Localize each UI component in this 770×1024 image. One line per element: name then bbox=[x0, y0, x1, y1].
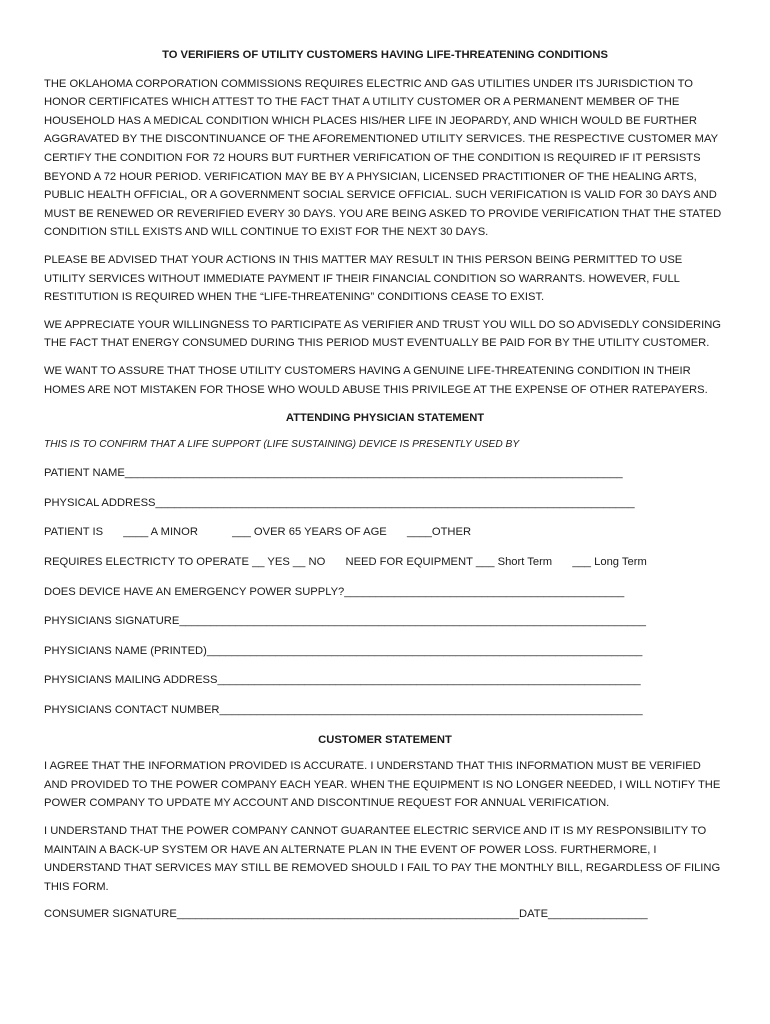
paragraph-advisory: PLEASE BE ADVISED THAT YOUR ACTIONS IN THIS MATTER MAY RESULT IN THIS PERSON BEING PERMITTED TO USE UTILITY SERVICES WITHOUT IMMEDIATE PAYMENT IF THEIR FINANCIAL CONDITION SO WARRANTS. HOWEVER, FULL RESTITUTION IS REQUIRED WHEN THE “LIFE-THREATENING” CONDITIONS CEASE TO EXIST. bbox=[44, 253, 683, 304]
physician-name-field[interactable] bbox=[44, 642, 726, 661]
physician-contact-number-line[interactable]: ____________________________________________________________________ bbox=[219, 704, 643, 717]
over65-label: OVER 65 YEARS OF AGE bbox=[253, 526, 387, 539]
paragraph-requirements: THE OKLAHOMA CORPORATION COMMISSIONS REQUIRES ELECTRIC AND GAS UTILITIES UNDER ITS JURISDICTION TO HONOR CERTIFICATES WHICH ATTEST TO THE FACT THAT A UTILITY CUSTOMER OR A PERMANENT MEMBER OF THE HOUSEHOLD HAS A MEDICAL CONDITION WHICH PLACES HIS/HER LIFE IN JEOPARDY, AND WHICH WOULD BE FURTHER AGGRAVATED BY THE DISCONTINUANCE OF THE AFOREMENTIONED UTILITY SERVICES. THE RESPECTIVE CUSTOMER MAY CERTIFY THE CONDITION FOR 72 HOURS BUT FURTHER VERIFICATION OF THE CONDITION IS REQUIRED IF IT PERSISTS BEYOND A 72 HOUR PERIOD. VERIFICATION MAY BE BY A PHYSICIAN, LICENSED PRACTITIONER OF THE HEALING ARTS, PUBLIC HEALTH OFFICIAL, OR A GOVERNMENT SOCIAL SERVICE OFFICIAL. SUCH VERIFICATION IS VALID FOR 30 DAYS AND MUST BE RENEWED OR REVERIFIED EVERY 30 DAYS. YOU ARE BEING ASKED TO PROVIDE VERIFICATION THAT THE STATED CONDITION STILL EXISTS AND WILL CONTINUE TO EXIST FOR THE NEXT 30 DAYS. bbox=[44, 77, 722, 239]
customer-paragraph-responsibility: I UNDERSTAND THAT THE POWER COMPANY CANNOT GUARANTEE ELECTRIC SERVICE AND IT IS MY RESPONSIBILITY TO MAINTAIN A BACK-UP SYSTEM OR HAVE AN ALTERNATE PLAN IN THE EVENT OF POWER LOSS. FURTHERMORE, I UNDERSTAND THAT SERVICES MAY STILL BE REMOVED SHOULD I FAIL TO PAY THE MONTHLY BILL, REGARDLESS OF FILING THIS FORM. bbox=[44, 825, 721, 893]
date-label: DATE bbox=[519, 908, 549, 921]
patient-is-field bbox=[44, 523, 726, 542]
paragraph-appreciation: WE APPRECIATE YOUR WILLINGNESS TO PARTICIPATE AS VERIFIER AND TRUST YOU WILL DO SO ADVISEDLY CONSIDERING THE FACT THAT ENERGY CONSUMED DURING THIS PERIOD MUST EVENTUALLY BE PAID FOR BY THE UTILITY CUSTOMER. bbox=[44, 318, 721, 350]
customer-statement-heading: CUSTOMER STATEMENT bbox=[318, 733, 452, 746]
requires-electricity-label: REQUIRES ELECTRICTY TO OPERATE bbox=[44, 556, 249, 569]
physician-signature-line[interactable]: ___________________________________________________________________________ bbox=[179, 615, 646, 628]
physician-mailing-address-line[interactable]: ____________________________________________________________________ bbox=[217, 674, 641, 687]
patient-name-label: PATIENT NAME bbox=[44, 467, 125, 480]
consumer-signature-line[interactable]: _______________________________________________________ bbox=[176, 908, 520, 921]
short-term-label: Short Term bbox=[497, 556, 553, 569]
document-title: TO VERIFIERS OF UTILITY CUSTOMERS HAVING LIFE-THREATENING CONDITIONS bbox=[162, 49, 608, 61]
emergency-power-field[interactable] bbox=[44, 583, 726, 602]
long-term-checkline[interactable]: ___ bbox=[572, 556, 592, 569]
no-checkline[interactable]: __ bbox=[292, 556, 306, 569]
emergency-power-line[interactable]: _____________________________________________ bbox=[344, 585, 625, 598]
physician-signature-field[interactable] bbox=[44, 612, 726, 631]
physical-address-label: PHYSICAL ADDRESS bbox=[44, 496, 156, 509]
minor-checkline[interactable]: ____ bbox=[123, 526, 149, 539]
physical-address-line[interactable]: _____________________________________________________________________________ bbox=[155, 496, 635, 509]
physician-mailing-address-field[interactable] bbox=[44, 671, 726, 690]
minor-label: A MINOR bbox=[150, 526, 198, 539]
physician-signature-label: PHYSICIANS SIGNATURE bbox=[44, 615, 180, 628]
yes-checkline[interactable]: __ bbox=[252, 556, 265, 569]
patient-name-line[interactable]: ________________________________________________________________________________ bbox=[124, 467, 623, 480]
physician-contact-number-field[interactable] bbox=[44, 701, 726, 720]
other-label: OTHER bbox=[431, 526, 472, 539]
other-checkline[interactable]: ____ bbox=[407, 526, 432, 539]
need-equipment-label: NEED FOR EQUIPMENT bbox=[345, 556, 473, 569]
paragraph-assurance: WE WANT TO ASSURE THAT THOSE UTILITY CUSTOMERS HAVING A GENUINE LIFE-THREATENING CONDITION IN THEIR HOMES ARE NOT MISTAKEN FOR THOSE WHO WOULD ABUSE THIS PRIVILEGE AT THE EXPENSE OF OTHER RATEPAYERS. bbox=[44, 364, 708, 396]
customer-paragraph-agreement: I AGREE THAT THE INFORMATION PROVIDED IS ACCURATE. I UNDERSTAND THAT THIS INFORMATION MUST BE VERIFIED AND PROVIDED TO THE POWER COMPANY EACH YEAR. WHEN THE EQUIPMENT IS NO LONGER NEEDED, I WILL NOTIFY THE POWER COMPANY TO UPDATE MY ACCOUNT AND DISCONTINUE REQUEST FOR ANNUAL VERIFICATION. bbox=[44, 760, 721, 810]
physician-mailing-address-label: PHYSICIANS MAILING ADDRESS bbox=[44, 674, 218, 687]
physician-statement-intro: THIS IS TO CONFIRM THAT A LIFE SUPPORT (LIFE SUSTAINING) DEVICE IS PRESENTLY USED BY bbox=[44, 438, 520, 450]
patient-name-field[interactable] bbox=[44, 464, 726, 483]
physical-address-field[interactable] bbox=[44, 494, 726, 513]
date-line[interactable]: ________________ bbox=[548, 908, 648, 921]
consumer-signature-label: CONSUMER SIGNATURE bbox=[44, 908, 177, 921]
patient-is-label: PATIENT IS bbox=[44, 526, 104, 539]
emergency-power-label: DOES DEVICE HAVE AN EMERGENCY POWER SUPPLY? bbox=[44, 585, 345, 598]
physician-contact-number-label: PHYSICIANS CONTACT NUMBER bbox=[44, 704, 220, 717]
requires-electricity-field bbox=[44, 553, 726, 572]
consumer-signature-field[interactable] bbox=[44, 905, 726, 924]
physician-name-label: PHYSICIANS NAME (PRINTED) bbox=[44, 644, 207, 657]
short-term-checkline[interactable]: ___ bbox=[475, 556, 495, 569]
long-term-label: Long Term bbox=[594, 556, 647, 569]
physician-name-line[interactable]: ______________________________________________________________________ bbox=[206, 644, 643, 657]
no-label: NO bbox=[308, 556, 326, 569]
over65-checkline[interactable]: ___ bbox=[232, 526, 251, 539]
physician-statement-heading: ATTENDING PHYSICIAN STATEMENT bbox=[285, 412, 485, 425]
yes-label: YES bbox=[267, 556, 290, 569]
